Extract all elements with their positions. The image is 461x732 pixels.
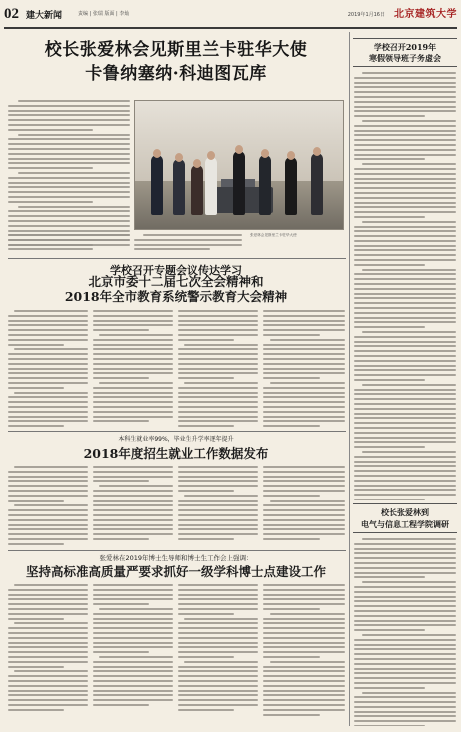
article2-kicker: 学校召开专题会议传达学习 xyxy=(110,264,242,277)
photo-caption: 张爱林会见斯里兰卡驻华大使 xyxy=(250,233,297,237)
sidebar1-headline-line2: 寒假领导班子务虚会 xyxy=(369,53,441,63)
article4-body-col3 xyxy=(178,584,258,726)
sidebar2-top-rule xyxy=(353,503,457,504)
section-name: 建大新闻 xyxy=(26,11,63,21)
article3-body-col2 xyxy=(93,466,173,550)
article4-body-col1 xyxy=(8,584,88,726)
article2-body-col4 xyxy=(263,310,345,430)
article2-headline-line2: 2018年全市教育系统警示教育大会精神 xyxy=(64,289,288,304)
article1-headline-line1: 校长张爱林会见斯里兰卡驻华大使 xyxy=(44,40,308,60)
sidebar1-body xyxy=(354,72,456,500)
article3-headline: 2018年度招生就业工作数据发布 xyxy=(83,446,269,461)
article3-body-col3 xyxy=(178,466,258,550)
article3-subhead: 本科生就业率99%，毕业生升学率逐年提升 xyxy=(118,436,234,443)
article1-body-bottom-left xyxy=(8,234,130,258)
article4-body-col4 xyxy=(263,584,345,726)
editors-line: 责编 | 张瑞 版面 | 李灿 xyxy=(78,11,130,17)
article3-body-col1 xyxy=(8,466,88,550)
article2-headline-line1: 北京市委十二届七次全会精神和 xyxy=(88,274,264,289)
paper-logo: 北京建筑大学 xyxy=(394,9,457,20)
rule-3 xyxy=(8,550,346,551)
article1-body-left xyxy=(8,100,130,250)
sidebar1-top-rule xyxy=(353,38,457,39)
sidebar2-headline-line2: 电气与信息工程学院调研 xyxy=(361,519,449,529)
publication-date: 2019年1月16日 xyxy=(347,12,385,18)
sidebar1-bottom-rule xyxy=(353,66,457,67)
rule-1 xyxy=(8,258,346,259)
page-number: 02 xyxy=(4,6,19,22)
article2-body-col3 xyxy=(178,310,258,430)
sidebar2-bottom-rule xyxy=(353,532,457,533)
masthead xyxy=(4,3,457,29)
rule-2 xyxy=(8,431,346,432)
sidebar1-headline-line1: 学校召开2019年 xyxy=(373,42,437,52)
article1-body-bottom-mid xyxy=(134,234,242,258)
article2-body-col2 xyxy=(93,310,173,430)
sidebar2-body xyxy=(354,538,456,726)
article4-headline: 坚持高标准高质量严要求抓好一级学科博士点建设工作 xyxy=(25,564,326,579)
article2-body-col1 xyxy=(8,310,88,430)
article1-headline-line2: 卡鲁纳塞纳·科迪图瓦库 xyxy=(85,64,267,84)
article4-body-col2 xyxy=(93,584,173,726)
column-divider xyxy=(349,32,350,726)
article4-subhead: 张爱林在2019年博士生导师和博士生工作会上强调： xyxy=(99,554,253,562)
sidebar2-headline-line1: 校长张爱林到 xyxy=(381,507,429,517)
article1-photo xyxy=(134,100,344,230)
article3-body-col4 xyxy=(263,466,345,550)
